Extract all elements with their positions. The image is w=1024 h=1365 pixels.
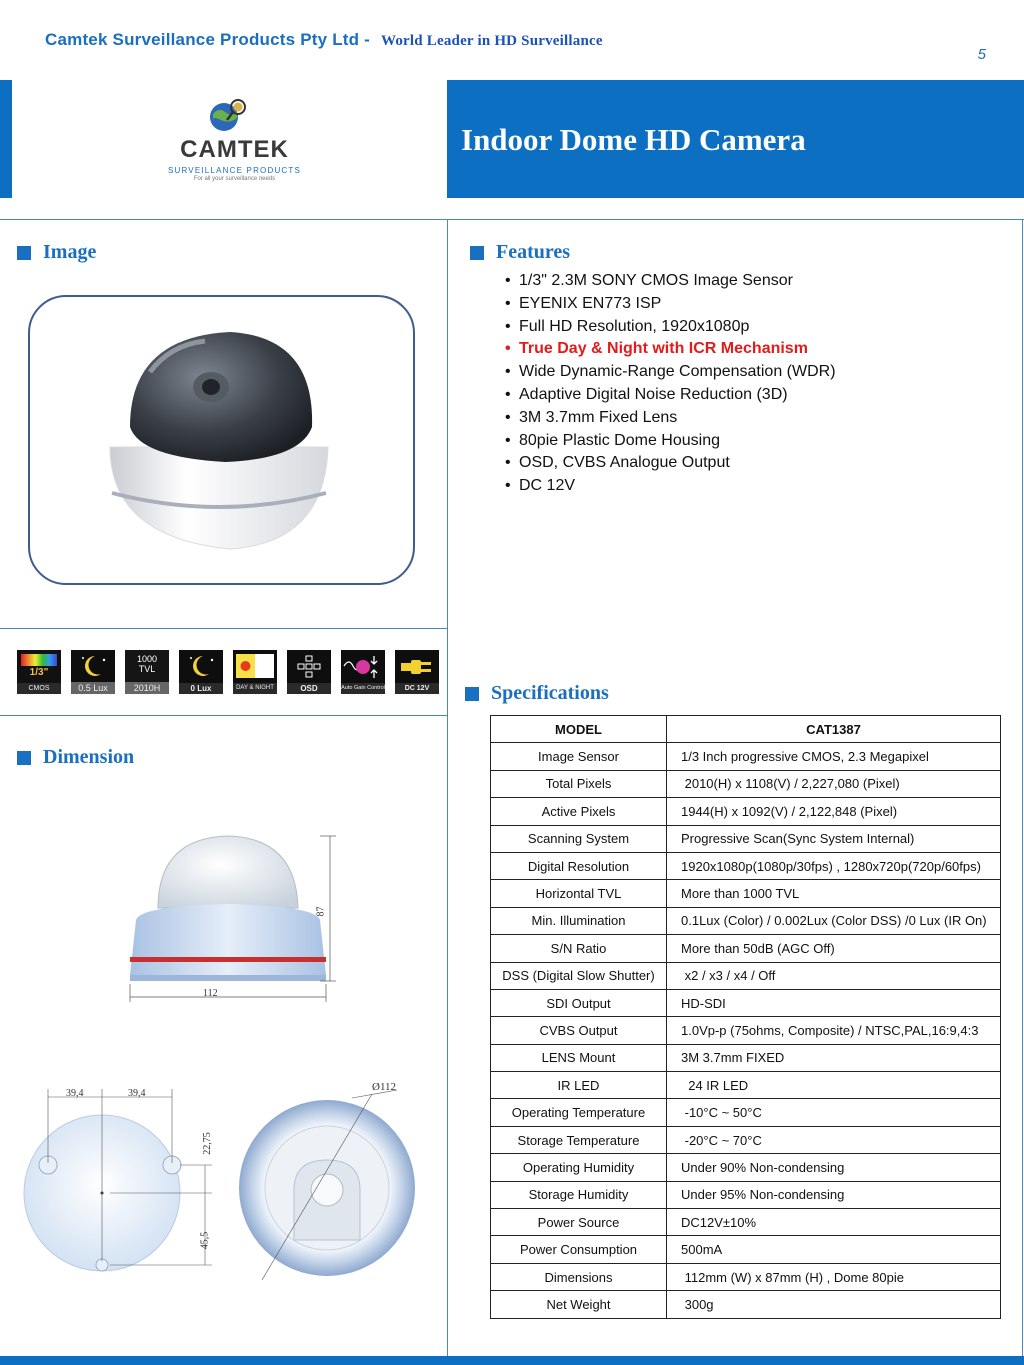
feature-icons-row <box>17 650 437 694</box>
table-row <box>491 798 1001 825</box>
dim-left-offset: 39,4 <box>66 1088 84 1099</box>
spec-value: x2 / x3 / x4 / Off <box>667 962 1001 989</box>
osd-grid-icon <box>287 650 331 683</box>
globe-logo-icon <box>207 98 247 134</box>
table-row <box>491 825 1001 852</box>
table-row <box>491 743 1001 770</box>
spec-key: Operating Temperature <box>491 1099 667 1126</box>
spec-key: Power Source <box>491 1209 667 1236</box>
side-view-drawing <box>120 830 350 1010</box>
dimension-heading-text: Dimension <box>43 746 135 768</box>
logo-subtitle: SURVEILLANCE PRODUCTS <box>167 166 302 175</box>
perspective-view-drawing <box>232 1080 442 1285</box>
table-row <box>491 852 1001 879</box>
cmos-sensor-icon <box>17 650 61 694</box>
spec-key: S/N Ratio <box>491 935 667 962</box>
spec-key: SDI Output <box>491 989 667 1016</box>
feature-text: OSD, CVBS Analogue Output <box>519 454 730 472</box>
dome-camera-icon <box>30 297 415 585</box>
spec-value: HD-SDI <box>667 989 1001 1016</box>
table-row <box>491 1154 1001 1181</box>
spec-key: Image Sensor <box>491 743 667 770</box>
spec-value: -20°C ~ 70°C <box>667 1126 1001 1153</box>
icon-daynight-label: DAY & NIGHT <box>233 683 277 694</box>
spec-key: Storage Humidity <box>491 1181 667 1208</box>
table-row <box>491 935 1001 962</box>
table-row <box>491 1263 1001 1290</box>
dim-right-offset: 39,4 <box>128 1088 146 1099</box>
image-section-heading <box>17 241 96 264</box>
table-row <box>491 1236 1001 1263</box>
spec-value: 500mA <box>667 1236 1001 1263</box>
moon-icon <box>71 650 115 694</box>
spec-key: Net Weight <box>491 1291 667 1318</box>
table-row <box>491 1126 1001 1153</box>
plug-symbol-icon <box>395 650 439 683</box>
agc-symbol-icon <box>341 650 385 683</box>
feature-item: • 1/3" 2.3M SONY CMOS Image Sensor <box>505 272 793 289</box>
spec-key: Active Pixels <box>491 798 667 825</box>
feature-item: • Adaptive Digital Noise Reduction (3D) <box>505 385 788 403</box>
spec-table-body <box>491 716 1001 1319</box>
spec-key: Digital Resolution <box>491 852 667 879</box>
spec-key: IR LED <box>491 1072 667 1099</box>
camera-photo <box>28 295 415 585</box>
spec-value: More than 1000 TVL <box>667 880 1001 907</box>
icon-agc-label: Auto Gain Control <box>341 683 385 694</box>
spec-header-model: MODEL <box>491 716 667 743</box>
spec-value: 24 IR LED <box>667 1072 1001 1099</box>
table-row <box>491 1181 1001 1208</box>
frame-top <box>0 219 1024 220</box>
company-name <box>45 30 603 50</box>
table-row <box>491 770 1001 797</box>
frame-divider-vertical <box>447 219 448 1356</box>
spec-value: 1.0Vp-p (75ohms, Composite) / NTSC,PAL,16:9,4:3 <box>667 1017 1001 1044</box>
spec-key: Total Pixels <box>491 770 667 797</box>
table-row <box>491 880 1001 907</box>
spec-key: Min. Illumination <box>491 907 667 934</box>
frame-divider-dimension <box>0 715 447 716</box>
spec-key: Power Consumption <box>491 1236 667 1263</box>
feature-item: • 3M 3.7mm Fixed Lens <box>505 408 678 426</box>
company-text: Camtek Surveillance Products Pty Ltd - <box>45 30 371 49</box>
spec-key: Operating Humidity <box>491 1154 667 1181</box>
agc-icon <box>341 650 385 694</box>
spec-value: Progressive Scan(Sync System Internal) <box>667 825 1001 852</box>
logo-panel <box>12 80 447 198</box>
spec-value: Under 90% Non-condensing <box>667 1154 1001 1181</box>
table-row <box>491 962 1001 989</box>
feature-item: • Full HD Resolution, 1920x1080p <box>505 317 750 335</box>
spec-key: LENS Mount <box>491 1044 667 1071</box>
spec-key: Dimensions <box>491 1263 667 1290</box>
bottom-view-drawing <box>20 1085 220 1280</box>
icon-0lux-label: 0 Lux <box>179 683 223 694</box>
table-row <box>491 1209 1001 1236</box>
moon-symbol-icon <box>179 650 223 683</box>
icon-osd-label: OSD <box>287 683 331 694</box>
icon-cmos-top: 1/3" <box>29 667 49 678</box>
table-row <box>491 1291 1001 1318</box>
icon-tvl-top: 1000 TVL <box>136 654 158 674</box>
feature-text: 3M 3.7mm Fixed Lens <box>519 408 678 426</box>
specifications-heading-text: Specifications <box>491 682 609 704</box>
table-row <box>491 907 1001 934</box>
spec-value: 1944(H) x 1092(V) / 2,122,848 (Pixel) <box>667 798 1001 825</box>
icon-dc-label: DC 12V <box>395 683 439 694</box>
sun-moon-icon <box>233 650 277 683</box>
spec-value: 1/3 Inch progressive CMOS, 2.3 Megapixel <box>667 743 1001 770</box>
bullet-square-icon <box>470 246 484 260</box>
dim-lower-vertical: 45,5 <box>199 1231 211 1250</box>
spec-key: Storage Temperature <box>491 1126 667 1153</box>
spec-value: 1920x1080p(1080p/30fps) , 1280x720p(720p/60fps) <box>667 852 1001 879</box>
spec-value: Under 95% Non-condensing <box>667 1181 1001 1208</box>
power-plug-icon <box>395 650 439 694</box>
feature-text: EYENIX EN773 ISP <box>519 294 662 312</box>
dimension-section-heading <box>17 746 134 769</box>
spec-header-value: CAT1387 <box>667 716 1001 743</box>
spec-value: 0.1Lux (Color) / 0.002Lux (Color DSS) /0 Lux (IR On) <box>667 907 1001 934</box>
spec-key: CVBS Output <box>491 1017 667 1044</box>
frame-right <box>1022 219 1023 1356</box>
bullet-square-icon <box>17 751 31 765</box>
frame-divider-image <box>0 628 447 629</box>
tvl-icon <box>125 650 169 694</box>
feature-item: • 80pie Plastic Dome Housing <box>505 431 720 449</box>
logo-tagline: For all your surveillance needs <box>193 176 276 182</box>
feature-text: True Day & Night with ICR Mechanism <box>519 340 808 358</box>
spec-header-row <box>491 716 1001 743</box>
feature-item-highlight: • True Day & Night with ICR Mechanism <box>505 340 808 358</box>
feature-text: Adaptive Digital Noise Reduction (3D) <box>519 385 788 403</box>
product-title: Indoor Dome HD Camera <box>461 122 806 157</box>
bullet-square-icon <box>17 246 31 260</box>
spec-table <box>490 715 1001 1319</box>
moon-symbol-icon <box>71 650 115 683</box>
dim-height-label: 87 <box>315 906 327 917</box>
image-heading-text: Image <box>43 241 97 263</box>
table-row <box>491 1017 1001 1044</box>
title-banner <box>0 80 1024 198</box>
spec-key: Scanning System <box>491 825 667 852</box>
feature-item: • OSD, CVBS Analogue Output <box>505 454 730 472</box>
icon-cmos-label: CMOS <box>17 683 61 694</box>
table-row <box>491 1099 1001 1126</box>
spec-value: 3M 3.7mm FIXED <box>667 1044 1001 1071</box>
bottom-bar <box>0 1356 1024 1365</box>
specifications-section-heading <box>465 682 609 705</box>
spec-value: More than 50dB (AGC Off) <box>667 935 1001 962</box>
table-row <box>491 989 1001 1016</box>
top-header <box>0 0 1024 80</box>
spec-value: -10°C ~ 50°C <box>667 1099 1001 1126</box>
table-row <box>491 1044 1001 1071</box>
spec-value: DC12V±10% <box>667 1209 1001 1236</box>
icon-lux-label: 0.5 Lux <box>71 682 115 694</box>
feature-text: 80pie Plastic Dome Housing <box>519 431 720 449</box>
dim-upper-vertical: 22,75 <box>201 1132 213 1155</box>
day-night-icon <box>233 650 277 694</box>
feature-text: Wide Dynamic-Range Compensation (WDR) <box>519 363 836 381</box>
dim-diameter-label: Ø112 <box>372 1081 397 1093</box>
company-tagline: World Leader in HD Surveillance <box>380 33 603 49</box>
spec-value: 112mm (W) x 87mm (H) , Dome 80pie <box>667 1263 1001 1290</box>
icon-tvl-label: 2010H <box>125 682 169 694</box>
feature-text: DC 12V <box>519 477 576 495</box>
feature-item: • DC 12V <box>505 477 576 495</box>
features-section-heading <box>470 241 570 264</box>
features-heading-text: Features <box>496 241 571 263</box>
spec-value: 2010(H) x 1108(V) / 2,227,080 (Pixel) <box>667 770 1001 797</box>
spec-key: Horizontal TVL <box>491 880 667 907</box>
bullet-square-icon <box>465 687 479 701</box>
features-list <box>505 270 836 498</box>
moon-icon <box>179 650 223 694</box>
spec-value: 300g <box>667 1291 1001 1318</box>
spec-key: DSS (Digital Slow Shutter) <box>491 962 667 989</box>
logo-wordmark: CAMTEK <box>180 136 289 163</box>
feature-item: • Wide Dynamic-Range Compensation (WDR) <box>505 363 836 381</box>
feature-text: 1/3" 2.3M SONY CMOS Image Sensor <box>519 272 793 289</box>
page-number: 5 <box>977 46 986 63</box>
feature-text: Full HD Resolution, 1920x1080p <box>519 317 750 335</box>
table-row <box>491 1072 1001 1099</box>
osd-icon <box>287 650 331 694</box>
dim-width-label: 112 <box>203 988 218 999</box>
feature-item: • EYENIX EN773 ISP <box>505 294 662 312</box>
